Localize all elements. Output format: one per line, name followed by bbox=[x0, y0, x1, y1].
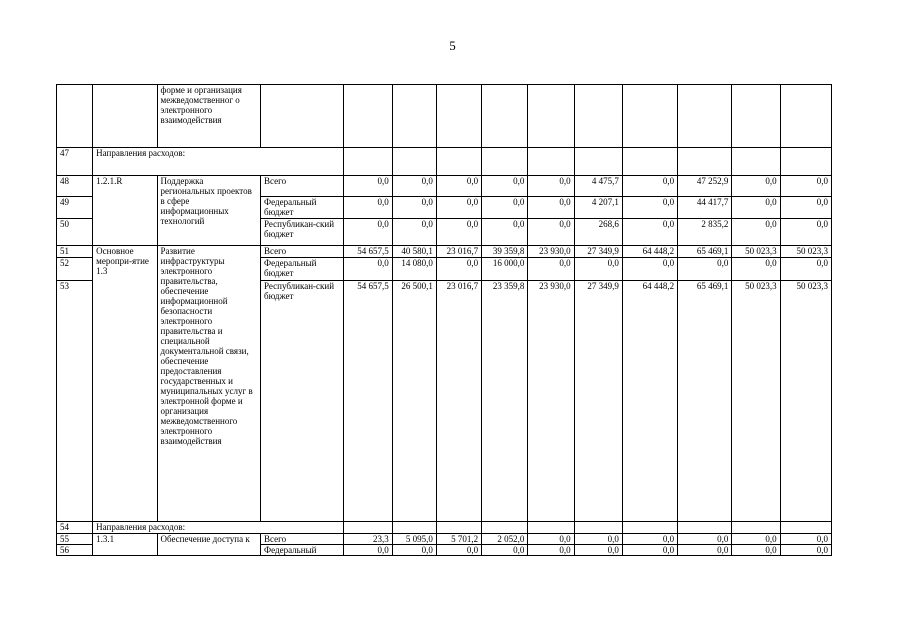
value-cell: 0,0 bbox=[482, 219, 528, 246]
value-cell: 0,0 bbox=[344, 197, 392, 219]
table-row bbox=[57, 534, 832, 545]
value-cell: 0,0 bbox=[678, 545, 732, 556]
row-number-cell: 51 bbox=[57, 246, 93, 258]
code-cell bbox=[93, 85, 157, 148]
source-cell: Федеральный bbox=[261, 545, 344, 556]
value-cell: 0,0 bbox=[622, 176, 677, 197]
value-cell: 0,0 bbox=[622, 545, 677, 556]
value-cell: 54 657,5 bbox=[344, 281, 392, 522]
value-cell: 0,0 bbox=[482, 176, 528, 197]
value-cell: 64 448,2 bbox=[622, 281, 677, 522]
value-cell: 0,0 bbox=[392, 176, 436, 197]
value-cell: 50 023,3 bbox=[732, 281, 780, 522]
value-cell: 0,0 bbox=[678, 534, 732, 545]
row-number-cell bbox=[57, 85, 93, 148]
value-cell: 0,0 bbox=[344, 545, 392, 556]
source-cell: Всего bbox=[261, 246, 344, 258]
row-number-cell: 47 bbox=[57, 148, 93, 176]
value-cell: 0,0 bbox=[392, 219, 436, 246]
value-cell: 0,0 bbox=[344, 176, 392, 197]
value-cell: 0,0 bbox=[436, 176, 481, 197]
value-cell: 4 475,7 bbox=[574, 176, 622, 197]
table-row bbox=[57, 85, 832, 148]
value-cell: 0,0 bbox=[622, 534, 677, 545]
value-cell: 0,0 bbox=[528, 176, 574, 197]
value-cell: 0,0 bbox=[392, 545, 436, 556]
value-cell: 0,0 bbox=[436, 258, 481, 281]
event-name-cell: Обеспечение доступа к bbox=[157, 534, 261, 556]
value-cell: 50 023,3 bbox=[780, 281, 831, 522]
value-cell: 27 349,9 bbox=[574, 246, 622, 258]
value-cell: 0,0 bbox=[574, 545, 622, 556]
source-cell: Республикан-ский бюджет bbox=[261, 219, 344, 246]
row-number-cell: 52 bbox=[57, 258, 93, 281]
value-cell: 0,0 bbox=[528, 545, 574, 556]
row-number-cell: 55 bbox=[57, 534, 93, 545]
value-cell: 54 657,5 bbox=[344, 246, 392, 258]
directions-label: Направления расходов: bbox=[93, 522, 344, 534]
budget-table bbox=[56, 84, 832, 556]
value-cell: 0,0 bbox=[622, 258, 677, 281]
value-cell: 23 930,0 bbox=[528, 246, 574, 258]
value-cell: 64 448,2 bbox=[622, 246, 677, 258]
value-cell: 0,0 bbox=[436, 219, 481, 246]
value-cell: 23 016,7 bbox=[436, 246, 481, 258]
event-name-cell: Поддержка региональных проектов в сфере информационных технологий bbox=[157, 176, 261, 246]
value-cell: 50 023,3 bbox=[780, 246, 831, 258]
row-number-cell: 56 bbox=[57, 545, 93, 556]
value-cell: 0,0 bbox=[732, 545, 780, 556]
table-row bbox=[57, 522, 832, 534]
value-cell: 39 359,8 bbox=[482, 246, 528, 258]
row-number-cell: 53 bbox=[57, 281, 93, 522]
value-cell: 0,0 bbox=[780, 197, 831, 219]
value-cell: 0,0 bbox=[732, 197, 780, 219]
value-cell: 65 469,1 bbox=[678, 281, 732, 522]
value-cell: 0,0 bbox=[678, 258, 732, 281]
value-cell: 16 000,0 bbox=[482, 258, 528, 281]
row-number-cell: 49 bbox=[57, 197, 93, 219]
value-cell: 50 023,3 bbox=[732, 246, 780, 258]
value-cell: 0,0 bbox=[344, 258, 392, 281]
value-cell: 4 207,1 bbox=[574, 197, 622, 219]
value-cell: 0,0 bbox=[482, 545, 528, 556]
value-cell: 0,0 bbox=[528, 219, 574, 246]
table-row bbox=[57, 148, 832, 176]
code-cell: Основное меропри-ятие 1.3 bbox=[93, 246, 157, 522]
value-cell: 44 417,7 bbox=[678, 197, 732, 219]
table-row bbox=[57, 246, 832, 258]
value-cell: 40 580,1 bbox=[392, 246, 436, 258]
source-cell: Всего bbox=[261, 176, 344, 197]
source-cell bbox=[261, 85, 344, 148]
value-cell: 26 500,1 bbox=[392, 281, 436, 522]
row-number-cell: 48 bbox=[57, 176, 93, 197]
event-name-cell: форме и организация межведомственног о электронного взаимодействия bbox=[157, 85, 261, 148]
value-cell: 0,0 bbox=[622, 197, 677, 219]
value-cell: 0,0 bbox=[392, 197, 436, 219]
value-cell: 0,0 bbox=[732, 258, 780, 281]
value-cell: 0,0 bbox=[780, 219, 831, 246]
value-cell: 27 349,9 bbox=[574, 281, 622, 522]
value-cell: 0,0 bbox=[344, 219, 392, 246]
value-cell: 23 016,7 bbox=[436, 281, 481, 522]
source-cell: Республикан-ский бюджет bbox=[261, 281, 344, 522]
value-cell: 0,0 bbox=[622, 219, 677, 246]
value-cell: 5 701,2 bbox=[436, 534, 481, 545]
value-cell: 0,0 bbox=[780, 545, 831, 556]
value-cell: 0,0 bbox=[732, 219, 780, 246]
value-cell: 23 930,0 bbox=[528, 281, 574, 522]
value-cell: 0,0 bbox=[528, 258, 574, 281]
value-cell: 0,0 bbox=[482, 197, 528, 219]
value-cell: 0,0 bbox=[780, 534, 831, 545]
source-cell: Всего bbox=[261, 534, 344, 545]
value-cell: 0,0 bbox=[732, 534, 780, 545]
code-cell: 1.2.1.R bbox=[93, 176, 157, 246]
source-cell: Федеральный бюджет bbox=[261, 258, 344, 281]
value-cell: 0,0 bbox=[732, 176, 780, 197]
directions-label: Направления расходов: bbox=[93, 148, 344, 176]
value-cell: 0,0 bbox=[436, 545, 481, 556]
code-cell: 1.3.1 bbox=[93, 534, 157, 556]
event-name-cell: Развитие инфраструктуры электронного правительства, обеспечение информационной безопасности электронного правительства и специальной документальной связи, обеспечение предоставления государственных и муниципальных услуг в электронной форме и организация межведомственного электронного взаимодействия bbox=[157, 246, 261, 522]
value-cell: 23 359,8 bbox=[482, 281, 528, 522]
value-cell: 14 080,0 bbox=[392, 258, 436, 281]
value-cell: 23,3 bbox=[344, 534, 392, 545]
value-cell: 65 469,1 bbox=[678, 246, 732, 258]
value-cell: 0,0 bbox=[528, 534, 574, 545]
value-cell: 0,0 bbox=[436, 197, 481, 219]
value-cell: 0,0 bbox=[574, 534, 622, 545]
value-cell: 47 252,9 bbox=[678, 176, 732, 197]
value-cell: 0,0 bbox=[780, 258, 831, 281]
value-cell: 5 095,0 bbox=[392, 534, 436, 545]
page-number: 5 bbox=[449, 38, 456, 53]
value-cell: 0,0 bbox=[780, 176, 831, 197]
value-cell: 0,0 bbox=[528, 197, 574, 219]
value-cell: 0,0 bbox=[574, 258, 622, 281]
row-number-cell: 50 bbox=[57, 219, 93, 246]
row-number-cell: 54 bbox=[57, 522, 93, 534]
source-cell: Федеральный бюджет bbox=[261, 197, 344, 219]
value-cell: 268,6 bbox=[574, 219, 622, 246]
value-cell: 2 835,2 bbox=[678, 219, 732, 246]
table-row bbox=[57, 176, 832, 197]
value-cell: 2 052,0 bbox=[482, 534, 528, 545]
